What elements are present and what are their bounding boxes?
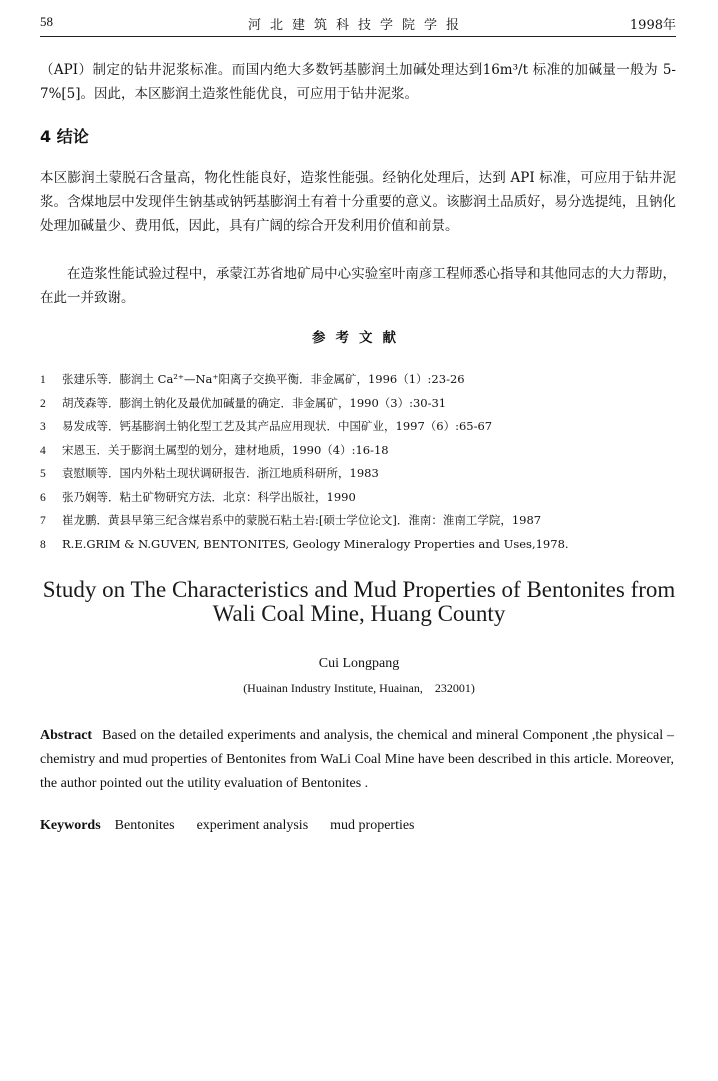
section-heading-conclusion: 4 结论: [40, 127, 89, 146]
author-affiliation: (Huainan Industry Institute, Huainan, 232001): [243, 681, 475, 695]
keyword: Bentonites: [114, 818, 175, 833]
reference-text: R.E.GRIM & N.GUVEN, BENTONITES, Geology Mineralogy Properties and Uses,1978.: [62, 536, 569, 551]
english-title-line-2: Wali Coal Mine, Huang County: [212, 601, 506, 626]
reference-item: [40, 415, 680, 439]
publication-year: 1998年: [629, 18, 676, 33]
reference-number: 4: [40, 444, 46, 457]
reference-item: [40, 439, 680, 463]
keyword: mud properties: [330, 818, 415, 833]
author-name: Cui Longpang: [318, 656, 400, 671]
english-title-line-1: Study on The Characteristics and Mud Properties of Bentonites from: [42, 577, 676, 602]
reference-number: 2: [40, 397, 46, 410]
abstract: [40, 724, 674, 795]
reference-number: 5: [40, 468, 46, 480]
abstract-label: Abstract: [40, 728, 93, 743]
abstract-text: Based on the detailed experiments and analysis, the chemical and mineral Component ,the physical –chemistry and mud properties of Bentonites from WaLi Coal Mine have been described in this article. Moreover, the author pointed out the utility evaluation of Bentonites .: [40, 728, 674, 791]
reference-text: 袁慰顺等．国内外粘土现状调研报告．浙江地质科研所，1983: [62, 466, 379, 480]
reference-text: 张乃娴等．粘土矿物研究方法．北京：科学出版社，1990: [62, 489, 356, 504]
acknowledgement-paragraph: 在造浆性能试验过程中，承蒙江苏省地矿局中心实验室叶南彦工程师悉心指导和其他同志的大力帮助，在此一并致谢。: [40, 266, 676, 306]
reference-text: 易发成等．钙基膨润土钠化型工艺及其产品应用现状．中国矿业，1997（6）:65-67: [62, 419, 493, 433]
running-head: [40, 14, 676, 37]
reference-item: [40, 392, 680, 416]
reference-item: [40, 486, 680, 510]
reference-text: 胡茂森等．膨润土钠化及最优加碱量的确定．非金属矿，1990（3）:30-31: [62, 395, 447, 410]
reference-list: [40, 368, 680, 556]
reference-item: [40, 462, 680, 486]
keywords: [40, 818, 437, 834]
reference-item: [40, 368, 680, 392]
reference-text: 张建乐等．膨润土 Ca²⁺—Na⁺阳离子交换平衡．非金属矿，1996（1）:23-26: [62, 372, 465, 386]
reference-number: 7: [40, 515, 46, 527]
reference-number: 1: [40, 374, 46, 386]
reference-text: 崔龙鹏．黄县早第三纪含煤岩系中的蒙脱石粘土岩:[硕士学位论文]．淮南：淮南工学院，1987: [62, 513, 542, 527]
reference-number: 8: [40, 538, 46, 551]
reference-item: [40, 509, 680, 533]
references-title: 参考文献: [312, 330, 406, 346]
english-title: [30, 578, 688, 626]
keywords-label: Keywords: [40, 818, 101, 833]
page-number: 58: [40, 14, 53, 29]
body-paragraph-1: （API）制定的钻井泥浆标准。而国内绝大多数钙基膨润土加碱处理达到16m³/t 标准的加碱量一般为 5-7%[5]。因此，本区膨润土造浆性能优良，可应用于钻井泥浆。: [40, 62, 676, 102]
keyword: experiment analysis: [196, 818, 309, 833]
reference-number: 3: [40, 421, 46, 433]
reference-number: 6: [40, 491, 46, 504]
reference-text: 宋恩玉．关于膨润土属型的划分，建材地质，1990（4）:16-18: [62, 442, 389, 457]
reference-item: [40, 533, 680, 557]
body-paragraph-2: 本区膨润土蒙脱石含量高，物化性能良好，造浆性能强。经钠化处理后，达到 API 标准，可应用于钻井泥浆。含煤地层中发现伴生钠基或钠钙基膨润土有着十分重要的意义。该膨润土品质好，易分选提纯，且钠化处理加碱量少、费用低，因此，具有广阔的综合开发利用价值和前景。: [40, 170, 676, 234]
journal-name: 河北建筑科技学院学报: [247, 18, 468, 33]
